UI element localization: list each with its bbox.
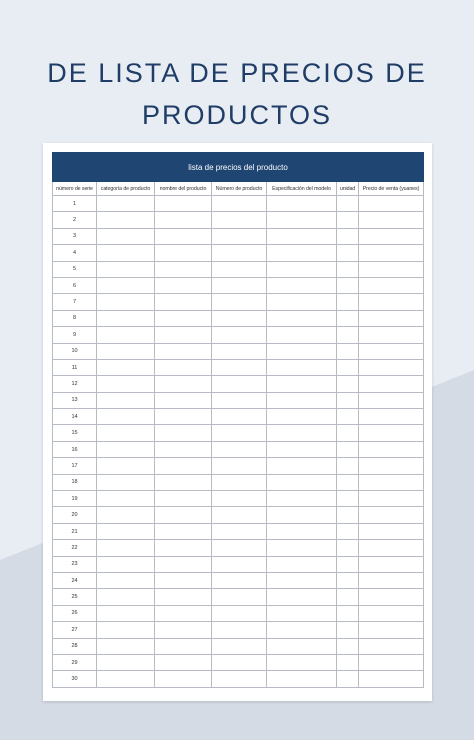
row-number: 8 (53, 310, 97, 326)
table-row (53, 294, 424, 310)
cell-sale-price[interactable] (359, 605, 424, 621)
cell-sale-price[interactable] (359, 556, 424, 572)
cell-product-number[interactable] (212, 441, 267, 457)
table-row (53, 491, 424, 507)
cell-model-spec[interactable] (267, 458, 337, 474)
cell-product-name[interactable] (155, 638, 212, 654)
cell-unit[interactable] (337, 376, 359, 392)
cell-product-number[interactable] (212, 507, 267, 523)
table-caption: lista de precios del producto (53, 153, 424, 182)
table-row (53, 343, 424, 359)
cell-sale-price[interactable] (359, 294, 424, 310)
cell-sale-price[interactable] (359, 654, 424, 670)
cell-product-number[interactable] (212, 409, 267, 425)
cell-category[interactable] (97, 425, 155, 441)
title-line-2: PRODUCTOS (141, 100, 333, 130)
cell-product-number[interactable] (212, 523, 267, 539)
row-number: 5 (53, 261, 97, 277)
row-number: 13 (53, 392, 97, 408)
cell-unit[interactable] (337, 540, 359, 556)
cell-category[interactable] (97, 671, 155, 687)
table-row (53, 277, 424, 293)
cell-product-number[interactable] (212, 392, 267, 408)
cell-sale-price[interactable] (359, 359, 424, 375)
cell-product-name[interactable] (155, 196, 212, 212)
row-number: 3 (53, 228, 97, 244)
cell-model-spec[interactable] (267, 245, 337, 261)
cell-product-number[interactable] (212, 277, 267, 293)
cell-unit[interactable] (337, 277, 359, 293)
col-header-category: categoría de producto (97, 182, 155, 196)
cell-category[interactable] (97, 654, 155, 670)
cell-model-spec[interactable] (267, 589, 337, 605)
cell-product-name[interactable] (155, 277, 212, 293)
cell-category[interactable] (97, 589, 155, 605)
cell-product-name[interactable] (155, 392, 212, 408)
cell-model-spec[interactable] (267, 196, 337, 212)
cell-unit[interactable] (337, 638, 359, 654)
row-number: 24 (53, 572, 97, 588)
cell-product-number[interactable] (212, 261, 267, 277)
cell-unit[interactable] (337, 228, 359, 244)
col-header-product-name: nombre del producto (155, 182, 212, 196)
cell-product-number[interactable] (212, 474, 267, 490)
cell-model-spec[interactable] (267, 654, 337, 670)
cell-model-spec[interactable] (267, 212, 337, 228)
cell-product-number[interactable] (212, 245, 267, 261)
cell-sale-price[interactable] (359, 409, 424, 425)
table-row (53, 392, 424, 408)
cell-model-spec[interactable] (267, 540, 337, 556)
cell-product-name[interactable] (155, 491, 212, 507)
cell-model-spec[interactable] (267, 638, 337, 654)
cell-product-number[interactable] (212, 638, 267, 654)
cell-category[interactable] (97, 474, 155, 490)
cell-unit[interactable] (337, 196, 359, 212)
cell-sale-price[interactable] (359, 376, 424, 392)
table-row (53, 376, 424, 392)
cell-product-name[interactable] (155, 605, 212, 621)
row-number: 20 (53, 507, 97, 523)
cell-unit[interactable] (337, 294, 359, 310)
cell-product-name[interactable] (155, 327, 212, 343)
cell-model-spec[interactable] (267, 409, 337, 425)
cell-unit[interactable] (337, 310, 359, 326)
cell-sale-price[interactable] (359, 196, 424, 212)
cell-model-spec[interactable] (267, 671, 337, 687)
row-number: 30 (53, 671, 97, 687)
table-row (53, 425, 424, 441)
cell-product-number[interactable] (212, 196, 267, 212)
cell-product-number[interactable] (212, 310, 267, 326)
cell-category[interactable] (97, 523, 155, 539)
cell-sale-price[interactable] (359, 474, 424, 490)
row-number: 27 (53, 622, 97, 638)
cell-sale-price[interactable] (359, 327, 424, 343)
cell-product-name[interactable] (155, 212, 212, 228)
cell-product-number[interactable] (212, 491, 267, 507)
cell-product-name[interactable] (155, 507, 212, 523)
cell-sale-price[interactable] (359, 458, 424, 474)
row-number: 22 (53, 540, 97, 556)
cell-model-spec[interactable] (267, 425, 337, 441)
table-row (53, 196, 424, 212)
cell-model-spec[interactable] (267, 556, 337, 572)
row-number: 15 (53, 425, 97, 441)
cell-model-spec[interactable] (267, 359, 337, 375)
cell-model-spec[interactable] (267, 228, 337, 244)
cell-product-name[interactable] (155, 671, 212, 687)
cell-category[interactable] (97, 556, 155, 572)
cell-category[interactable] (97, 327, 155, 343)
row-number: 21 (53, 523, 97, 539)
cell-unit[interactable] (337, 507, 359, 523)
cell-product-name[interactable] (155, 622, 212, 638)
cell-sale-price[interactable] (359, 540, 424, 556)
cell-sale-price[interactable] (359, 507, 424, 523)
cell-unit[interactable] (337, 589, 359, 605)
cell-product-name[interactable] (155, 441, 212, 457)
table-row (53, 654, 424, 670)
row-number: 23 (53, 556, 97, 572)
cell-product-name[interactable] (155, 294, 212, 310)
cell-unit[interactable] (337, 523, 359, 539)
table-row (53, 228, 424, 244)
cell-model-spec[interactable] (267, 523, 337, 539)
cell-unit[interactable] (337, 245, 359, 261)
row-number: 25 (53, 589, 97, 605)
cell-sale-price[interactable] (359, 441, 424, 457)
cell-model-spec[interactable] (267, 605, 337, 621)
cell-unit[interactable] (337, 261, 359, 277)
cell-product-name[interactable] (155, 343, 212, 359)
cell-product-number[interactable] (212, 622, 267, 638)
table-row (53, 671, 424, 687)
cell-category[interactable] (97, 507, 155, 523)
cell-model-spec[interactable] (267, 491, 337, 507)
row-number: 6 (53, 277, 97, 293)
cell-sale-price[interactable] (359, 245, 424, 261)
cell-product-name[interactable] (155, 654, 212, 670)
cell-category[interactable] (97, 294, 155, 310)
cell-product-name[interactable] (155, 310, 212, 326)
row-number: 10 (53, 343, 97, 359)
cell-unit[interactable] (337, 441, 359, 457)
cell-product-name[interactable] (155, 540, 212, 556)
cell-product-name[interactable] (155, 228, 212, 244)
cell-unit[interactable] (337, 425, 359, 441)
cell-product-number[interactable] (212, 540, 267, 556)
cell-model-spec[interactable] (267, 441, 337, 457)
cell-unit[interactable] (337, 572, 359, 588)
table-row (53, 409, 424, 425)
cell-unit[interactable] (337, 474, 359, 490)
cell-sale-price[interactable] (359, 212, 424, 228)
cell-category[interactable] (97, 196, 155, 212)
row-number: 14 (53, 409, 97, 425)
row-number: 2 (53, 212, 97, 228)
cell-unit[interactable] (337, 671, 359, 687)
cell-product-name[interactable] (155, 245, 212, 261)
table-row (53, 458, 424, 474)
cell-category[interactable] (97, 540, 155, 556)
row-number: 9 (53, 327, 97, 343)
cell-product-number[interactable] (212, 294, 267, 310)
cell-category[interactable] (97, 572, 155, 588)
cell-product-number[interactable] (212, 589, 267, 605)
page-title (0, 52, 474, 136)
col-header-model-spec: Especificación del modelo (267, 182, 337, 196)
cell-product-name[interactable] (155, 572, 212, 588)
cell-sale-price[interactable] (359, 572, 424, 588)
row-number: 18 (53, 474, 97, 490)
cell-product-number[interactable] (212, 376, 267, 392)
cell-category[interactable] (97, 376, 155, 392)
row-number: 11 (53, 359, 97, 375)
col-header-sale-price: Precio de venta (yuanes) (359, 182, 424, 196)
table-row (53, 572, 424, 588)
table-row (53, 212, 424, 228)
col-header-unit: unidad (337, 182, 359, 196)
cell-sale-price[interactable] (359, 671, 424, 687)
table-row (53, 474, 424, 490)
cell-unit[interactable] (337, 327, 359, 343)
table-row (53, 556, 424, 572)
cell-model-spec[interactable] (267, 392, 337, 408)
cell-sale-price[interactable] (359, 228, 424, 244)
cell-category[interactable] (97, 638, 155, 654)
table-row (53, 638, 424, 654)
cell-model-spec[interactable] (267, 376, 337, 392)
cell-category[interactable] (97, 622, 155, 638)
cell-unit[interactable] (337, 392, 359, 408)
column-header-row (53, 182, 424, 196)
row-number: 29 (53, 654, 97, 670)
cell-product-name[interactable] (155, 359, 212, 375)
cell-sale-price[interactable] (359, 261, 424, 277)
col-header-product-number: Número de producto (212, 182, 267, 196)
cell-category[interactable] (97, 261, 155, 277)
cell-product-name[interactable] (155, 474, 212, 490)
table-row (53, 589, 424, 605)
cell-category[interactable] (97, 228, 155, 244)
cell-category[interactable] (97, 277, 155, 293)
cell-sale-price[interactable] (359, 622, 424, 638)
table-row (53, 245, 424, 261)
cell-product-number[interactable] (212, 228, 267, 244)
title-line-1: DE LISTA DE PRECIOS DE (47, 58, 427, 88)
cell-product-name[interactable] (155, 458, 212, 474)
cell-category[interactable] (97, 343, 155, 359)
cell-product-number[interactable] (212, 458, 267, 474)
cell-unit[interactable] (337, 654, 359, 670)
cell-product-number[interactable] (212, 359, 267, 375)
cell-category[interactable] (97, 458, 155, 474)
cell-category[interactable] (97, 441, 155, 457)
table-row (53, 507, 424, 523)
table-row (53, 523, 424, 539)
row-number: 12 (53, 376, 97, 392)
col-header-serial: número de serie (53, 182, 97, 196)
table-row (53, 310, 424, 326)
cell-model-spec[interactable] (267, 622, 337, 638)
table-row (53, 540, 424, 556)
cell-sale-price[interactable] (359, 638, 424, 654)
cell-category[interactable] (97, 212, 155, 228)
cell-product-name[interactable] (155, 376, 212, 392)
cell-model-spec[interactable] (267, 507, 337, 523)
cell-sale-price[interactable] (359, 425, 424, 441)
cell-product-number[interactable] (212, 327, 267, 343)
cell-product-name[interactable] (155, 409, 212, 425)
cell-product-number[interactable] (212, 654, 267, 670)
cell-category[interactable] (97, 392, 155, 408)
cell-category[interactable] (97, 605, 155, 621)
cell-category[interactable] (97, 409, 155, 425)
table-row (53, 359, 424, 375)
cell-product-name[interactable] (155, 523, 212, 539)
table-row (53, 441, 424, 457)
cell-category[interactable] (97, 245, 155, 261)
cell-unit[interactable] (337, 605, 359, 621)
table-body (53, 196, 424, 688)
table-row (53, 327, 424, 343)
cell-product-number[interactable] (212, 671, 267, 687)
cell-sale-price[interactable] (359, 343, 424, 359)
cell-product-number[interactable] (212, 212, 267, 228)
cell-product-name[interactable] (155, 425, 212, 441)
cell-model-spec[interactable] (267, 294, 337, 310)
cell-model-spec[interactable] (267, 474, 337, 490)
cell-unit[interactable] (337, 622, 359, 638)
cell-product-number[interactable] (212, 425, 267, 441)
table-row (53, 622, 424, 638)
cell-product-number[interactable] (212, 605, 267, 621)
cell-category[interactable] (97, 359, 155, 375)
table-row (53, 261, 424, 277)
table-row (53, 605, 424, 621)
row-number: 17 (53, 458, 97, 474)
cell-sale-price[interactable] (359, 589, 424, 605)
cell-unit[interactable] (337, 359, 359, 375)
cell-sale-price[interactable] (359, 277, 424, 293)
cell-model-spec[interactable] (267, 310, 337, 326)
row-number: 1 (53, 196, 97, 212)
cell-unit[interactable] (337, 212, 359, 228)
cell-category[interactable] (97, 491, 155, 507)
cell-category[interactable] (97, 310, 155, 326)
row-number: 16 (53, 441, 97, 457)
cell-unit[interactable] (337, 458, 359, 474)
cell-product-number[interactable] (212, 572, 267, 588)
row-number: 4 (53, 245, 97, 261)
cell-model-spec[interactable] (267, 343, 337, 359)
cell-product-name[interactable] (155, 261, 212, 277)
cell-unit[interactable] (337, 409, 359, 425)
cell-sale-price[interactable] (359, 310, 424, 326)
cell-product-name[interactable] (155, 589, 212, 605)
cell-model-spec[interactable] (267, 572, 337, 588)
row-number: 7 (53, 294, 97, 310)
cell-product-number[interactable] (212, 556, 267, 572)
cell-sale-price[interactable] (359, 491, 424, 507)
cell-product-number[interactable] (212, 343, 267, 359)
cell-sale-price[interactable] (359, 523, 424, 539)
cell-unit[interactable] (337, 343, 359, 359)
cell-model-spec[interactable] (267, 327, 337, 343)
cell-model-spec[interactable] (267, 261, 337, 277)
cell-unit[interactable] (337, 491, 359, 507)
cell-sale-price[interactable] (359, 392, 424, 408)
row-number: 28 (53, 638, 97, 654)
row-number: 26 (53, 605, 97, 621)
cell-product-name[interactable] (155, 556, 212, 572)
cell-unit[interactable] (337, 556, 359, 572)
price-list-table (52, 152, 424, 688)
cell-model-spec[interactable] (267, 277, 337, 293)
document-sheet (43, 143, 432, 701)
row-number: 19 (53, 491, 97, 507)
